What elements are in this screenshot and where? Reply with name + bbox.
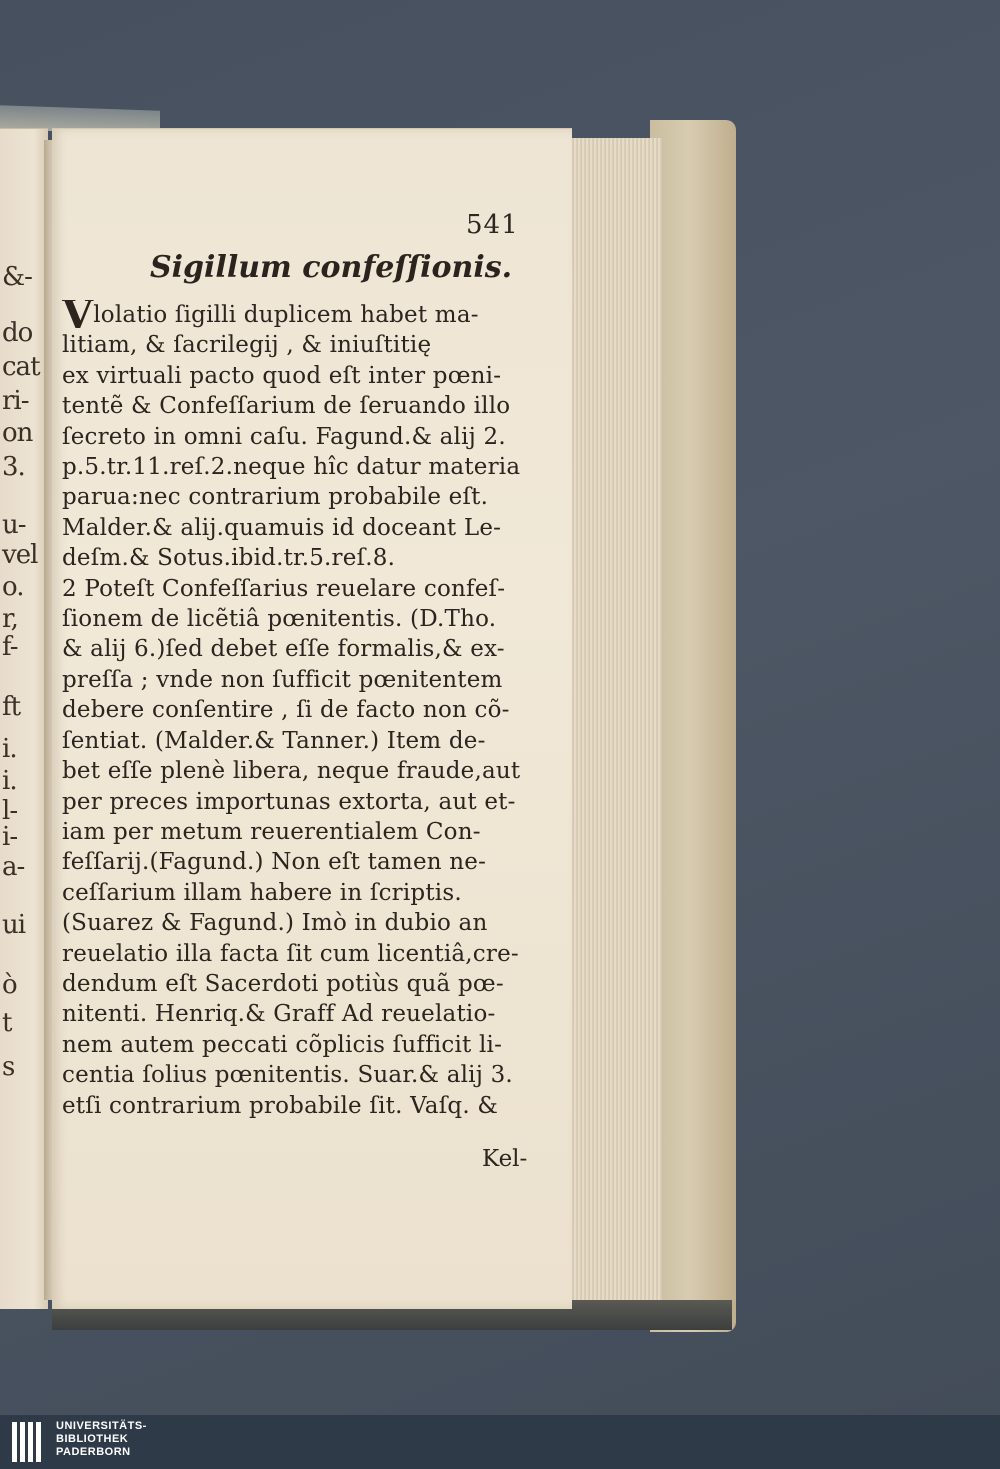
previous-page-fragment-text: ft <box>2 692 21 722</box>
previous-page-fragment-text: cat <box>2 352 40 382</box>
text-line: per preces importunas extorta, aut et- <box>62 788 516 815</box>
text-line: parua:nec contrarium probabile eſt. <box>62 484 489 511</box>
running-title: Sigillum confeſſionis. <box>150 250 513 285</box>
text-line: Malder.& alij.quamuis id doceant Le- <box>62 514 502 541</box>
previous-page-fragment-text: vel <box>2 540 38 570</box>
previous-page-fragment-text: l- <box>2 796 18 826</box>
previous-page-fragment-text: &- <box>2 262 32 292</box>
text-line: (Suarez & Fagund.) Imò in dubio an <box>62 910 488 937</box>
catchword: Kel- <box>482 1146 528 1172</box>
text-line: p.5.tr.11.reſ.2.neque hîc datur materia <box>62 454 521 481</box>
page-number: 541 <box>466 210 519 240</box>
text-line: & alij 6.)ſed debet eſſe formalis,& ex- <box>62 636 505 663</box>
library-logo-icon <box>12 1422 48 1462</box>
previous-page-fragment-text: u- <box>2 510 26 540</box>
text-line: nitenti. Henriq.& Graff Ad reuelatio- <box>62 1001 496 1028</box>
page-block-edges <box>566 138 662 1308</box>
text-line: preſſa ; vnde non ſufficit pœnitentem <box>62 666 503 693</box>
library-name <box>56 1420 147 1459</box>
library-name-line-2: BIBLIOTHEK <box>56 1433 129 1445</box>
text-line: Vlolatio ſigilli duplicem habet ma- <box>62 300 540 330</box>
previous-page-fragment-text: on <box>2 418 33 448</box>
text-line: ex virtuali pacto quod eſt inter pœni- <box>62 362 502 389</box>
text-line: ſentiat. (Malder.& Tanner.) Item de- <box>62 727 486 754</box>
text-line: tentẽ & Confeſſarium de ſeruando illo <box>62 393 511 420</box>
text-line: ſionem de licẽtiâ pœnitentis. (D.Tho. <box>62 606 497 633</box>
text-line: centia ſolius pœnitentis. Suar.& alij 3. <box>62 1062 513 1089</box>
previous-page-fragment-text: a- <box>2 852 25 882</box>
text-line: nem autem peccati cõplicis ſufficit li- <box>62 1031 503 1058</box>
library-name-line-1: UNIVERSITÄTS- <box>56 1420 147 1432</box>
text-line: reuelatio illa facta ſit cum licentiâ,cre- <box>62 940 519 967</box>
text-line: iam per metum reuerentialem Con- <box>62 818 481 845</box>
previous-page-fragment-text: 3. <box>2 452 25 482</box>
page-body-text <box>62 300 540 1121</box>
text-line: debere conſentire , ſi de facto non cõ- <box>62 697 510 724</box>
previous-page-fragment-text: do <box>2 318 33 348</box>
book-cover-edge <box>650 120 736 1332</box>
previous-page-fragment-text: ri- <box>2 386 29 416</box>
previous-page-fragment-text: o. <box>2 572 24 602</box>
text-line: ceſſarium illam habere in ſcriptis. <box>62 879 462 906</box>
text-line: bet eſſe plenè libera, neque fraude,aut <box>62 758 521 785</box>
previous-page-fragment-text: i. <box>2 734 17 764</box>
text-line: 2 Poteſt Confeſſarius reuelare confeſ- <box>62 575 506 602</box>
previous-page-fragment-text: s <box>2 1052 15 1082</box>
text-line: deſm.& Sotus.ibid.tr.5.reſ.8. <box>62 545 396 572</box>
previous-page-fragment-text: r, <box>2 604 18 634</box>
library-footer-bar <box>0 1415 1000 1469</box>
previous-page-fragment-text: ò <box>2 970 17 1000</box>
library-name-line-3: PADERBORN <box>56 1446 131 1458</box>
text-line: dendum eſt Sacerdoti potiùs quã pœ- <box>62 970 504 997</box>
text-line: feſſarij.(Fagund.) Non eſt tamen ne- <box>62 849 487 876</box>
previous-page-fragment-text: i- <box>2 822 18 852</box>
text-line: ſecreto in omni caſu. Fagund.& alij 2. <box>62 423 506 450</box>
text-line: etſi contrarium probabile ſit. Vaſq. & <box>62 1092 499 1119</box>
previous-page-fragment-text: i. <box>2 766 17 796</box>
drop-capital: V <box>62 300 94 331</box>
previous-page-fragment-text: t <box>2 1008 12 1038</box>
previous-page-fragment-text: f- <box>2 632 18 662</box>
previous-page-fragment-text: ui <box>2 910 26 940</box>
text-line: litiam, & ſacrilegij , & iniuſtitię <box>62 332 432 359</box>
